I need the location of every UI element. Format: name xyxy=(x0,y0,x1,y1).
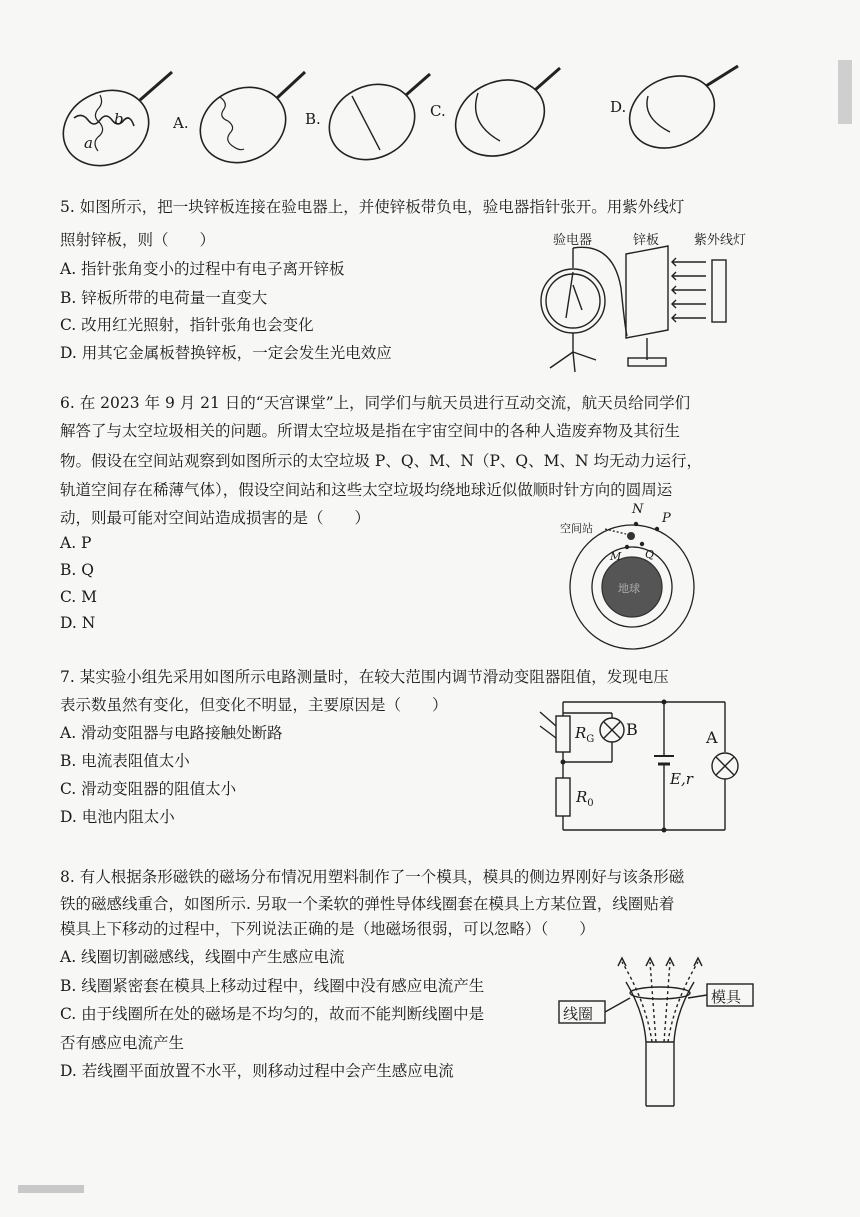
q8-option-b: B. 线圈紧密套在模具上移动过程中，线圈中没有感应电流产生 xyxy=(60,977,485,995)
q6-label-n: N xyxy=(632,502,644,517)
q5-label-uv-lamp: 紫外线灯 xyxy=(694,233,747,248)
q7-option-c: C. 滑动变阻器的阻值太小 xyxy=(60,780,237,798)
q5-stem-line1: 5. 如图所示，把一块锌板连接在验电器上，并使锌板带负电，验电器指针张开。用紫外线灯 xyxy=(60,198,685,216)
q4-option-a: A. xyxy=(173,114,189,132)
q7-stem-line1: 7. 某实验小组先采用如图所示电路测量时，在较大范围内调节滑动变阻器阻值，发现电压 xyxy=(60,668,669,686)
q6-stem-line2: 解答了与太空垃圾相关的问题。所谓太空垃圾是指在宇宙空间中的各种人造废弃物及其衍生 xyxy=(60,422,681,440)
q6-label-earth: 地球 xyxy=(618,582,640,595)
q5-label-zinc-plate: 锌板 xyxy=(633,233,660,248)
q6-option-d: D. N xyxy=(60,614,96,632)
q6-option-c: C. M xyxy=(60,588,98,606)
q8-stem-line1: 8. 有人根据条形磁铁的磁场分布情况用塑料制作了一个模具，模具的侧边界刚好与该条形磁 xyxy=(60,868,685,886)
q5-label-electroscope: 验电器 xyxy=(553,233,593,248)
q7-option-b: B. 电流表阻值太小 xyxy=(60,752,190,770)
q7-option-d: D. 电池内阻太小 xyxy=(60,808,175,826)
q8-stem-line3: 模具上下移动的过程中，下列说法正确的是（地磁场很弱，可以忽略）（ ） xyxy=(60,920,595,938)
q7-label-r0: $R_0$ xyxy=(576,788,594,809)
q5-option-b: B. 锌板所带的电荷量一直变大 xyxy=(60,289,268,307)
q8-option-c-cont: 否有感应电流产生 xyxy=(60,1034,185,1052)
q7-label-r0-sub: 0 xyxy=(587,798,594,809)
q6-label-q: Q xyxy=(645,548,655,561)
q5-option-d: D. 用其它金属板替换锌板，一定会发生光电效应 xyxy=(60,344,392,362)
q7-label-rg-sub: G xyxy=(586,734,595,745)
q4-option-b: B. xyxy=(305,110,321,128)
q7-label-b: B xyxy=(626,720,638,739)
q6-label-m: M xyxy=(610,550,622,563)
q4-label-b: b xyxy=(114,110,124,128)
q8-label-mold: 模具 xyxy=(711,988,742,1006)
q7-stem-line2: 表示数虽然有变化，但变化不明显，主要原因是（ ） xyxy=(60,696,448,714)
q6-stem-line3: 物。假设在空间站观察到如图所示的太空垃圾 P、Q、M、N（P、Q、M、N 均无动力运行， xyxy=(60,452,702,470)
q7-label-rg: $R_G$ xyxy=(575,724,595,745)
q5-stem-line2: 照射锌板，则（ ） xyxy=(60,231,216,249)
q7-label-er: E,r xyxy=(670,770,693,788)
q5-option-c: C. 改用红光照射，指针张角也会变化 xyxy=(60,316,314,334)
q6-label-station: 空间站 xyxy=(560,522,593,535)
q6-stem-line5: 动，则最可能对空间站造成损害的是（ ） xyxy=(60,509,371,527)
q4-label-a: a xyxy=(84,134,93,152)
scan-edge-mark-bottom xyxy=(18,1185,84,1193)
q7-label-a: A xyxy=(706,728,718,747)
q4-option-d: D. xyxy=(610,98,627,116)
q5-option-a: A. 指针张角变小的过程中有电子离开锌板 xyxy=(60,260,345,278)
q6-option-a: A. P xyxy=(60,534,92,552)
q8-option-a: A. 线圈切割磁感线，线圈中产生感应电流 xyxy=(60,948,345,966)
q6-stem-line1: 6. 在 2023 年 9 月 21 日的“天宫课堂”上，同学们与航天员进行互动交流，航天员给同学们 xyxy=(60,394,691,412)
scan-edge-mark-right xyxy=(838,60,852,124)
q8-option-d: D. 若线圈平面放置不水平，则移动过程中会产生感应电流 xyxy=(60,1062,454,1080)
q8-stem-line2: 铁的磁感线重合，如图所示. 另取一个柔软的弹性导体线圈套在模具上方某位置，线圈贴着 xyxy=(60,895,675,913)
q6-label-p: P xyxy=(662,511,671,526)
q6-stem-line4: 轨道空间存在稀薄气体），假设空间站和这些太空垃圾均绕地球近似做顺时针方向的圆周运 xyxy=(60,481,673,499)
q8-label-coil: 线圈 xyxy=(563,1005,594,1023)
q4-option-c: C. xyxy=(430,102,446,120)
q7-option-a: A. 滑动变阻器与电路接触处断路 xyxy=(60,724,283,742)
q6-option-b: B. Q xyxy=(60,561,94,579)
q8-option-c: C. 由于线圈所在处的磁场是不均匀的，故而不能判断线圈中是 xyxy=(60,1005,485,1023)
